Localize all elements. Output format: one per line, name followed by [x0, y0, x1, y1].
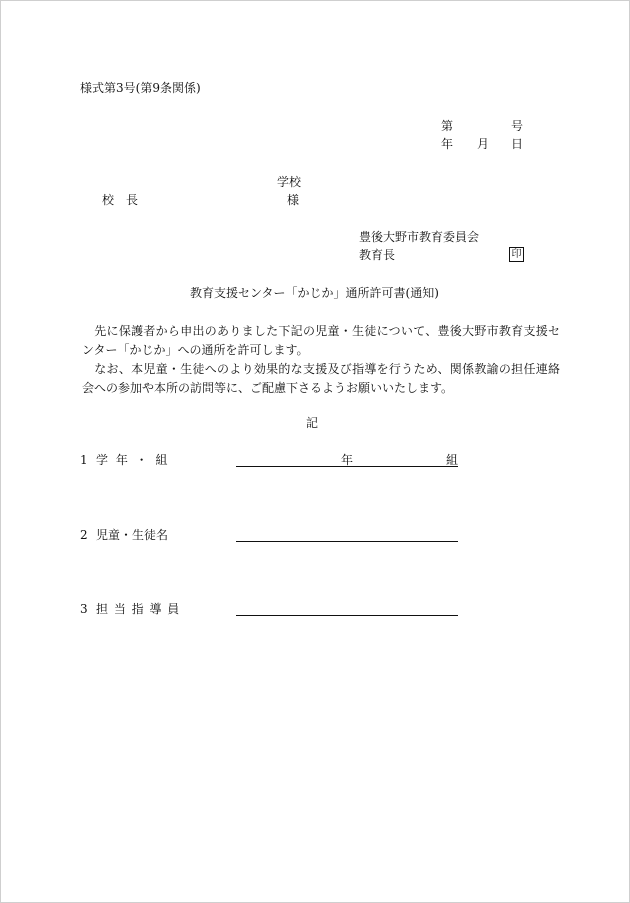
grade-class-field-line[interactable]: [236, 466, 458, 467]
addressee-honorific: 様: [287, 193, 300, 207]
instructor-field-line[interactable]: [236, 615, 458, 616]
number-prefix: 第: [441, 119, 454, 133]
item-label-instructor: 担 当 指 導 員: [96, 602, 181, 616]
item-field-year: 年: [341, 453, 354, 467]
item-field-class: 組: [446, 453, 459, 467]
date-year-label: 年: [441, 137, 454, 151]
item-number-3: 3: [80, 602, 88, 616]
sender-superintendent: 教育長: [359, 248, 396, 262]
item-number-1: 1: [80, 453, 88, 467]
ki-heading: 記: [306, 416, 319, 430]
item-number-2: 2: [80, 528, 88, 542]
form-number: 様式第3号(第9条関係): [80, 81, 201, 95]
date-day-label: 日: [511, 137, 524, 151]
item-label-grade-class: 学 年 ・ 組: [96, 453, 170, 467]
number-suffix: 号: [511, 119, 524, 133]
item-label-student-name: 児童・生徒名: [96, 528, 169, 542]
addressee-school: 学校: [277, 175, 302, 189]
seal-mark: 印: [509, 247, 524, 262]
addressee-principal: 校 長: [102, 193, 139, 207]
document-title: 教育支援センター「かじか」通所許可書(通知): [190, 286, 439, 300]
sender-committee: 豊後大野市教育委員会: [359, 230, 480, 244]
date-month-label: 月: [477, 137, 490, 151]
body-paragraph-1: 先に保護者から申出のありました下記の児童・生徒について、豊後大野市教育支援センター「かじか」への通所を許可します。: [82, 324, 560, 357]
student-name-field-line[interactable]: [236, 541, 458, 542]
body-paragraph-2: なお、本児童・生徒へのより効果的な支援及び指導を行うため、関係教諭の担任連絡会への参加や本所の訪問等に、ご配慮下さるようお願いいたします。: [82, 362, 560, 395]
